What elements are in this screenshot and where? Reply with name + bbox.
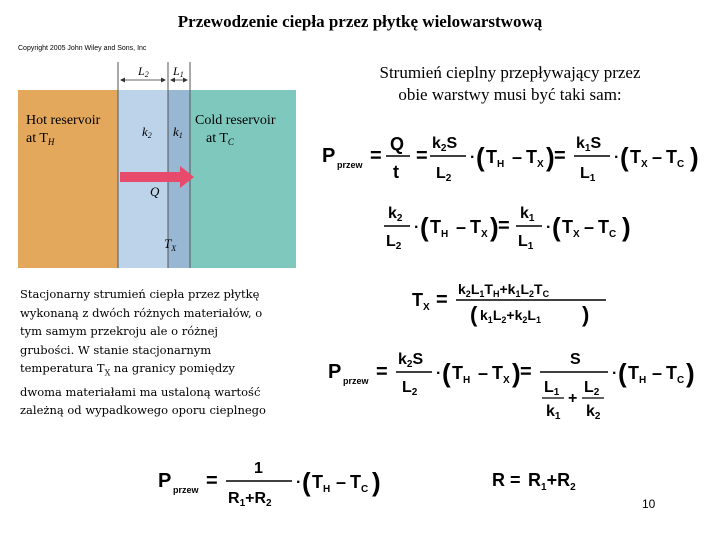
slab-diagram: [18, 58, 296, 268]
label-Q: Q: [150, 184, 160, 199]
page-number: 10: [642, 497, 656, 511]
svg-text:L1: L1: [580, 165, 596, 184]
svg-text:=: =: [554, 145, 566, 167]
description-line: temperatura $T_X$ na granicy pomiędzy: [20, 361, 235, 378]
description-line: zależną od wypadkowego oporu cieplnego: [20, 403, 266, 418]
equation-flux-total-resistance: [156, 455, 392, 515]
svg-text:–: –: [652, 363, 663, 383]
svg-text:S: S: [570, 351, 581, 368]
svg-text:): ): [490, 212, 499, 242]
svg-text:·: ·: [612, 365, 618, 382]
svg-text:·: ·: [470, 149, 476, 166]
equation-layer-balance: [380, 200, 650, 256]
svg-text:1: 1: [254, 460, 263, 477]
description-line: Stacjonarny strumień ciepła przez płytkę: [20, 287, 260, 301]
cold-reservoir-label: Cold reservoir: [195, 113, 276, 128]
svg-text:–: –: [336, 472, 347, 492]
svg-text:–: –: [478, 363, 489, 383]
svg-text:L2: L2: [386, 233, 402, 252]
label-L2: L2: [138, 64, 149, 79]
svg-text:TC: $T_C$: [666, 147, 685, 170]
equation-interface-temperature: [410, 276, 610, 330]
svg-text:P: P: [322, 145, 336, 167]
svg-text:·: ·: [436, 365, 442, 382]
svg-text:–: –: [652, 147, 663, 167]
description-line: tym samym przekroju ale o różnej: [20, 324, 218, 338]
svg-text:(: (: [552, 212, 561, 242]
svg-text:(: (: [618, 358, 627, 388]
svg-text:TC: $T_C$: [598, 217, 617, 240]
svg-text:L1: L1: [518, 233, 534, 252]
svg-text:k2L1TH+k1L2TC: $k_2L_1T_H+k_1L_2T_C$: [458, 281, 550, 299]
description-line: dwoma materiałami ma ustaloną wartość: [20, 384, 261, 399]
page-title: Przewodzenie ciepła przez płytkę wielowarstwową: [177, 12, 543, 31]
svg-text:TX: $T_X$: [562, 217, 580, 240]
svg-text:k2: k2: [586, 403, 601, 422]
svg-text:TH: $T_H$: [628, 363, 647, 386]
svg-text:=: =: [520, 361, 532, 383]
svg-text:TX: $T_X$: [470, 217, 488, 240]
svg-text:TH: $T_H$: [312, 472, 331, 495]
svg-text:L2: L2: [584, 379, 600, 398]
heading: [330, 62, 690, 106]
svg-text:·: ·: [414, 219, 420, 236]
svg-text:): ): [686, 358, 695, 388]
svg-text:=: =: [370, 145, 382, 167]
svg-text:TC: $T_C$: [666, 363, 685, 386]
svg-text:TH: $T_H$: [452, 363, 471, 386]
cold-reservoir-temp: at $T_C$: [206, 131, 234, 147]
svg-text:=: =: [510, 470, 521, 490]
svg-text:k1: k1: [520, 205, 535, 224]
svg-text:k2S: k2S: [432, 135, 458, 154]
svg-text:R1+R2: R1+R2: [228, 490, 272, 509]
svg-text:(: (: [620, 142, 629, 172]
label-Tx: $T_X$: [164, 236, 177, 253]
svg-text:przew: przew: [337, 160, 363, 170]
hot-reservoir-label: Hot reservoir: [26, 113, 101, 128]
svg-text:TH: $T_H$: [430, 217, 449, 240]
svg-text:–: –: [512, 147, 523, 167]
svg-text:+: +: [568, 390, 578, 407]
description-line: wykonaną z dwóch różnych materiałów, o: [20, 305, 263, 320]
svg-text:przew: przew: [343, 376, 369, 386]
svg-text:): ): [622, 212, 631, 242]
svg-text:TX: $T_X$: [412, 290, 430, 313]
svg-text:·: ·: [296, 474, 302, 491]
hot-reservoir-temp: at $T_H$: [26, 131, 55, 147]
svg-text:=: =: [498, 215, 510, 237]
svg-text:P: P: [158, 470, 172, 492]
svg-text:): ): [546, 142, 555, 172]
svg-text:TH: $T_H$: [486, 147, 505, 170]
svg-text:): ): [372, 467, 381, 497]
svg-text:k1: k1: [546, 403, 561, 422]
description-line: grubości. W stanie stacjonarnym: [20, 342, 212, 357]
svg-text:(: (: [476, 142, 485, 172]
svg-text:Q: Q: [390, 134, 405, 154]
svg-text:): ): [690, 142, 699, 172]
svg-text:R1+R2: $R_1+R_2$: [528, 470, 576, 493]
svg-text:k2: k2: [388, 205, 403, 224]
svg-text:·: ·: [546, 219, 552, 236]
svg-text:·: ·: [614, 149, 620, 166]
equation-flux-equality: [320, 128, 710, 188]
label-L1: L1: [173, 64, 184, 79]
svg-text:L2: L2: [436, 165, 452, 184]
svg-text:k1L2+k2L1: $k_1L_2+k_2L_1$: [480, 307, 541, 325]
svg-text:(: (: [442, 358, 451, 388]
svg-text:R: R: [492, 470, 505, 490]
svg-text:TX: $T_X$: [492, 363, 510, 386]
svg-text:=: =: [376, 361, 388, 383]
heading-line-1: Strumień cieplny przepływający przez: [379, 63, 641, 82]
svg-text:t: t: [393, 162, 399, 182]
heat-flow-arrow-shaft: [120, 172, 182, 182]
svg-text:=: =: [436, 289, 448, 311]
svg-text:=: =: [416, 145, 428, 167]
svg-text:L1: L1: [544, 379, 560, 398]
svg-text:TX: $T_X$: [630, 147, 648, 170]
svg-text:(: (: [302, 467, 311, 497]
svg-text:L2: L2: [402, 379, 418, 398]
svg-text:(: (: [420, 212, 429, 242]
svg-text:–: –: [456, 217, 467, 237]
svg-text:TC: $T_C$: [350, 472, 369, 495]
svg-text:P: P: [328, 361, 342, 383]
svg-text:): ): [582, 302, 590, 327]
svg-text:k1S: k1S: [576, 135, 602, 154]
svg-text:przew: przew: [173, 485, 199, 495]
svg-text:): ): [512, 358, 521, 388]
svg-text:TX: $T_X$: [526, 147, 544, 170]
svg-text:(: (: [470, 302, 478, 327]
equation-flux-resistance: [326, 346, 696, 428]
svg-text:k2S: k2S: [398, 351, 424, 370]
description: [20, 285, 320, 420]
equation-total-resistance: [490, 466, 610, 496]
label-k2: k2: [142, 124, 152, 140]
svg-text:=: =: [206, 470, 218, 492]
heading-line-2: obie warstwy musi być taki sam:: [398, 85, 622, 104]
svg-text:–: –: [584, 217, 595, 237]
label-k1: k1: [173, 124, 183, 140]
copyright-notice: Copyright 2005 John Wiley and Sons, Inc: [18, 45, 147, 52]
